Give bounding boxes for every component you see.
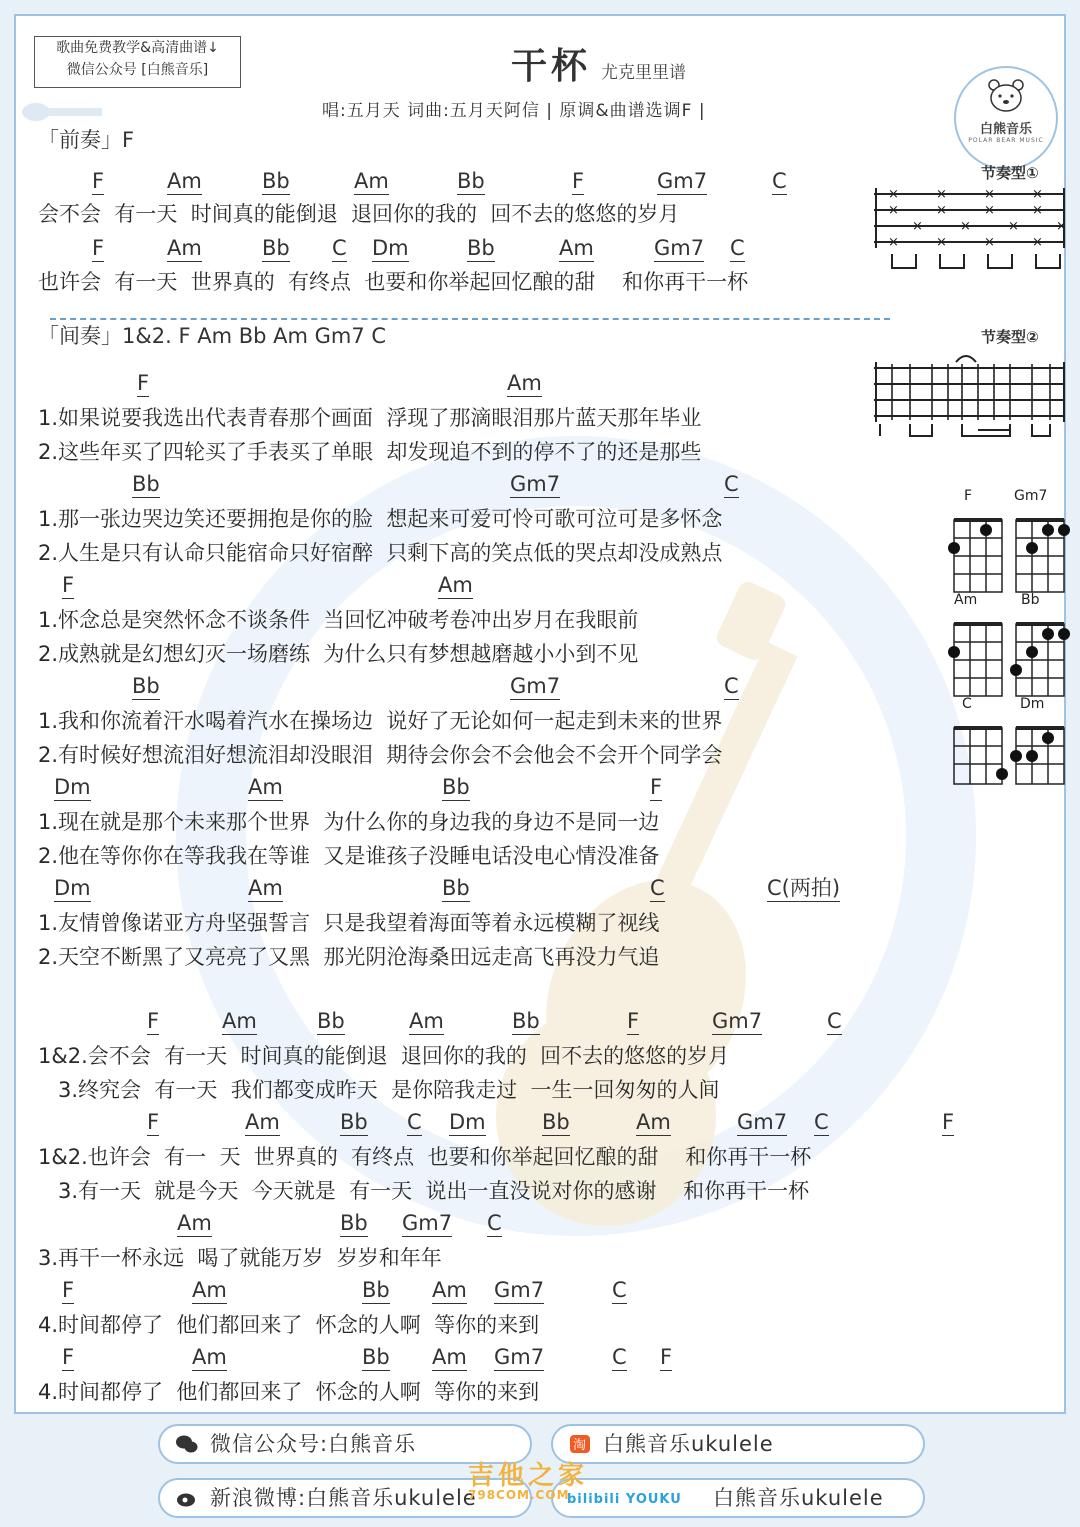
svg-text:×: ×	[984, 203, 995, 218]
chord-symbol: Bb	[542, 1110, 570, 1134]
chord-symbol: Am	[432, 1278, 467, 1302]
lyric-line: 2.成熟就是幻想幻灭一场磨练 为什么只有梦想越磨越小小到不见	[38, 642, 639, 666]
chord-symbol: Bb	[340, 1211, 368, 1235]
chord-symbol: Bb	[132, 674, 160, 698]
brand-logo	[954, 66, 1058, 170]
footer-taobao[interactable]	[551, 1424, 925, 1464]
chord-box-label-gm7: Gm7	[1014, 488, 1048, 504]
rhythm-label-2: 节奏型②	[981, 328, 1039, 346]
lyric-line: 2.他在等你你在等我我在等谁 又是谁孩子没睡电话没电心情没准备	[38, 844, 660, 868]
lyric-line: 3.有一天 就是今天 今天就是 有一天 说出一直没说对你的感谢 和你再干一杯	[38, 1179, 810, 1203]
chord-symbol: C	[724, 674, 739, 698]
chord-symbol: Am	[192, 1345, 227, 1369]
chord-symbol: Bb	[442, 775, 470, 799]
chord-symbol: C	[827, 1009, 842, 1033]
chord-symbol: C	[772, 169, 787, 193]
chord-symbol: Gm7	[737, 1110, 788, 1134]
song-subtitle: 尤克里里谱	[601, 63, 687, 83]
lyric-line: 2.天空不断黑了又亮亮了又黑 那光阴沧海桑田远走高飞再没力气追	[38, 945, 660, 969]
chord-box-label-bb: Bb	[1021, 592, 1040, 608]
chord-symbol: C	[724, 472, 739, 496]
rhythm-pattern-1	[874, 184, 1069, 274]
svg-text:×: ×	[936, 235, 947, 250]
chord-symbol: F	[572, 169, 585, 193]
lyric-line: 3.再干一杯永远 喝了就能万岁 岁岁和年年	[38, 1246, 442, 1270]
lyric-line: 也许会 有一天 世界真的 有终点 也要和你举起回忆酿的甜 和你再干一杯	[38, 270, 749, 294]
chord-symbol: Bb	[132, 472, 160, 496]
chord-symbol: Dm	[372, 236, 409, 260]
chord-symbol: Am	[636, 1110, 671, 1134]
svg-text:×: ×	[936, 187, 947, 202]
lyric-line: 1.友情曾像诺亚方舟坚强誓言 只是我望着海面等着永远模糊了视线	[38, 911, 660, 935]
svg-text:×: ×	[1032, 187, 1043, 202]
chord-symbol: C(两拍)	[767, 876, 841, 900]
song-title: 干杯	[511, 46, 592, 87]
chord-symbol: Bb	[262, 236, 290, 260]
chord-symbol: F	[92, 236, 105, 260]
chord-symbol: C	[332, 236, 347, 260]
promo-box	[34, 36, 241, 88]
video-brands: bilibili YOUKU	[567, 1492, 682, 1507]
rhythm-pattern-2	[874, 346, 1069, 438]
chord-symbol: Bb	[467, 236, 495, 260]
chord-symbol: Dm	[54, 876, 91, 900]
chord-symbol: Am	[248, 876, 283, 900]
chord-symbol: F	[62, 573, 75, 597]
logo-text: 白熊音乐	[979, 122, 1032, 137]
chord-symbol: Am	[432, 1345, 467, 1369]
lyric-line: 1.我和你流着汗水喝着汽水在操场边 说好了无论如何一起走到未来的世界	[38, 709, 723, 733]
title-block	[511, 38, 686, 89]
chord-symbol: Bb	[512, 1009, 540, 1033]
chord-box-label-c: C	[962, 696, 972, 712]
chord-symbol: Am	[177, 1211, 212, 1235]
chord-symbol: Am	[507, 371, 542, 395]
chord-symbol: C	[814, 1110, 829, 1134]
chord-symbol: Am	[245, 1110, 280, 1134]
chord-symbol: Bb	[362, 1278, 390, 1302]
chord-symbol: Gm7	[494, 1345, 545, 1369]
chord-box-label-f: F	[964, 488, 973, 504]
interlude-label: 「间奏」1&2. F Am Bb Am Gm7 C	[38, 324, 387, 348]
svg-text:×: ×	[936, 203, 947, 218]
chord-symbol: Dm	[54, 775, 91, 799]
chord-symbol: Am	[192, 1278, 227, 1302]
lyric-line: 2.这些年买了四轮买了手表买了单眼 却发现追不到的停不了的还是那些	[38, 440, 702, 464]
footer-video-text: 白熊音乐ukulele	[713, 1486, 884, 1510]
chord-symbol: Am	[222, 1009, 257, 1033]
logo-subtext: POLAR BEAR MUSIC	[968, 137, 1044, 144]
chord-symbol: Gm7	[654, 236, 705, 260]
chord-symbol: C	[407, 1110, 422, 1134]
chord-symbol: F	[942, 1110, 955, 1134]
chord-diagrams	[936, 486, 1066, 786]
chord-symbol: Am	[248, 775, 283, 799]
lyric-line: 1.如果说要我选出代表青春那个画面 浮现了那滴眼泪那片蓝天那年毕业	[38, 406, 702, 430]
rhythm-label-1: 节奏型①	[981, 164, 1039, 182]
footer-wechat-text: 微信公众号:白熊音乐	[210, 1432, 417, 1456]
promo-line-1: 歌曲免费教学&高清曲谱↓	[56, 40, 219, 56]
chord-symbol: Gm7	[657, 169, 708, 193]
site-watermark	[468, 1455, 588, 1502]
lyric-line: 1.怀念总是突然怀念不谈条件 当回忆冲破考卷冲出岁月在我眼前	[38, 608, 639, 632]
chord-symbol: Am	[354, 169, 389, 193]
svg-text:×: ×	[984, 187, 995, 202]
lyric-line: 会不会 有一天 时间真的能倒退 退回你的我的 回不去的悠悠的岁月	[38, 202, 680, 226]
credits-line: 唱:五月天 词曲:五月天阿信 | 原调&曲谱选调F |	[322, 101, 706, 121]
promo-line-2: 微信公众号 [白熊音乐]	[66, 62, 209, 78]
chord-symbol: C	[612, 1278, 627, 1302]
lyric-line: 1&2.会不会 有一天 时间真的能倒退 退回你的我的 回不去的悠悠的岁月	[38, 1044, 730, 1068]
chord-symbol: F	[627, 1009, 640, 1033]
lyric-line: 1.现在就是那个未来那个世界 为什么你的身边我的身边不是同一边	[38, 810, 660, 834]
chord-symbol: Am	[167, 236, 202, 260]
lyric-line: 1&2.也许会 有一 天 世界真的 有终点 也要和你举起回忆酿的甜 和你再干一杯	[38, 1145, 812, 1169]
chord-symbol: F	[62, 1345, 75, 1369]
chord-symbol: Bb	[340, 1110, 368, 1134]
chord-symbol: Bb	[362, 1345, 390, 1369]
chord-box-label-dm: Dm	[1020, 696, 1045, 712]
chord-symbol: F	[147, 1110, 160, 1134]
chord-symbol: Bb	[442, 876, 470, 900]
svg-text:×: ×	[888, 187, 899, 202]
polar-bear-icon	[986, 78, 1026, 112]
svg-text:×: ×	[888, 235, 899, 250]
chord-symbol: C	[650, 876, 665, 900]
chord-symbol: Am	[559, 236, 594, 260]
chord-symbol: Am	[409, 1009, 444, 1033]
svg-text:×: ×	[960, 219, 971, 234]
wechat-icon	[176, 1434, 198, 1454]
chord-symbol: Bb	[457, 169, 485, 193]
chord-symbol: F	[650, 775, 663, 799]
chord-symbol: Gm7	[402, 1211, 453, 1235]
chord-symbol: Dm	[449, 1110, 486, 1134]
footer-weibo-text: 新浪微博:白熊音乐ukulele	[210, 1486, 477, 1510]
chord-symbol: F	[147, 1009, 160, 1033]
chord-symbol: C	[487, 1211, 502, 1235]
taobao-icon	[569, 1434, 591, 1454]
chord-symbol: Gm7	[494, 1278, 545, 1302]
footer-taobao-text: 白熊音乐ukulele	[603, 1432, 774, 1456]
lyric-line: 4.时间都停了 他们都回来了 怀念的人啊 等你的来到	[38, 1380, 540, 1404]
svg-text:×: ×	[984, 235, 995, 250]
chord-box-label-am: Am	[954, 592, 978, 608]
svg-text:×: ×	[1032, 235, 1043, 250]
watermark-text: 吉他之家	[468, 1461, 589, 1491]
chord-symbol: Bb	[262, 169, 290, 193]
ukulele-icon	[16, 101, 106, 123]
svg-text:×: ×	[912, 219, 923, 234]
intro-label: 「前奏」F	[38, 128, 135, 152]
svg-text:×: ×	[1008, 219, 1019, 234]
chord-symbol: C	[612, 1345, 627, 1369]
chord-symbol: Gm7	[712, 1009, 763, 1033]
svg-text:×: ×	[888, 203, 899, 218]
lyric-line: 2.有时候好想流泪好想流泪却没眼泪 期待会你会不会他会不会开个同学会	[38, 743, 723, 767]
chord-symbol: C	[730, 236, 745, 260]
lyric-line: 4.时间都停了 他们都回来了 怀念的人啊 等你的来到	[38, 1313, 540, 1337]
chord-symbol: Gm7	[510, 674, 561, 698]
chord-symbol: F	[137, 371, 150, 395]
footer-video[interactable]	[551, 1478, 925, 1518]
chord-symbol: F	[62, 1278, 75, 1302]
svg-text:淘: 淘	[573, 1438, 588, 1453]
lyric-line: 1.那一张边哭边笑还要拥抱是你的脸 想起来可爱可怜可歌可泣可是多怀念	[38, 507, 723, 531]
chord-symbol: Gm7	[510, 472, 561, 496]
chord-symbol: Bb	[317, 1009, 345, 1033]
lyric-line: 3.终究会 有一天 我们都变成昨天 是你陪我走过 一生一回匆匆的人间	[38, 1078, 720, 1102]
chord-symbol: F	[92, 169, 105, 193]
chord-symbol: F	[660, 1345, 673, 1369]
chord-symbol: Am	[438, 573, 473, 597]
weibo-icon	[176, 1488, 198, 1508]
svg-text:×: ×	[1056, 219, 1067, 234]
lyric-line: 2.人生是只有认命只能宿命只好宿醉 只剩下高的笑点低的哭点却没成熟点	[38, 541, 723, 565]
watermark-site: 798COM.COM	[468, 1488, 570, 1502]
chord-symbol: Am	[167, 169, 202, 193]
svg-text:×: ×	[1032, 203, 1043, 218]
